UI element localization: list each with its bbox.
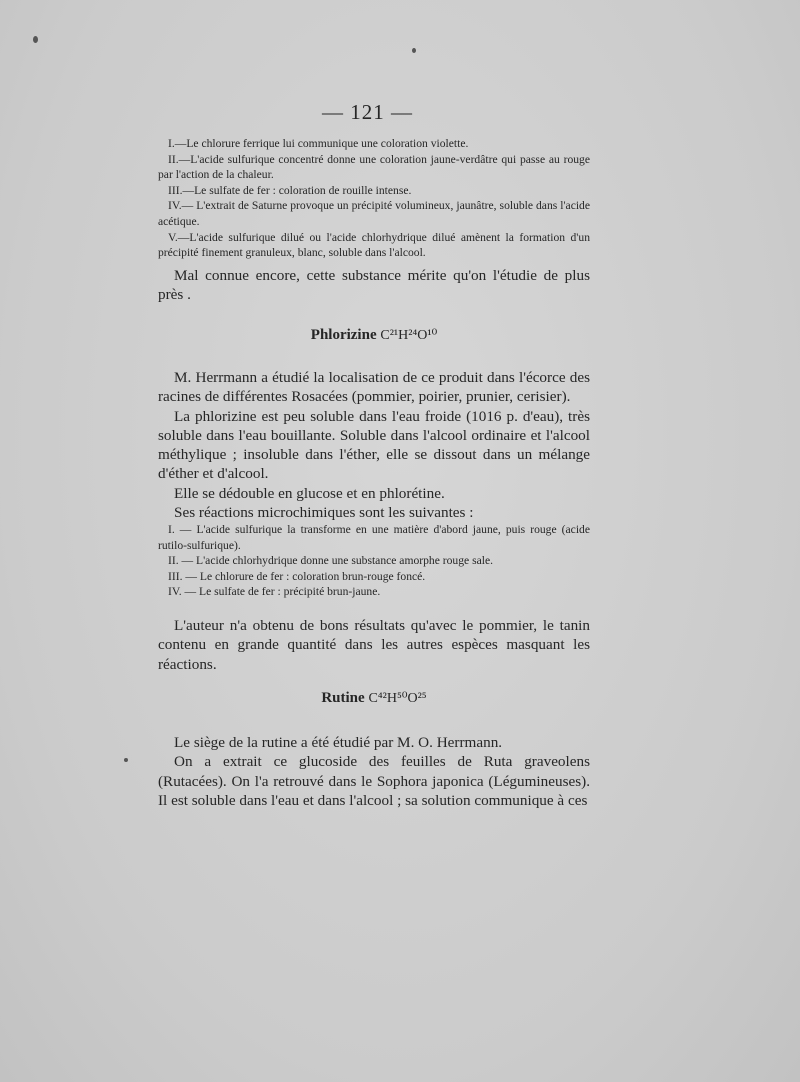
ink-speck xyxy=(33,36,38,43)
heading-title: Rutine xyxy=(321,690,365,706)
reaction-item: V.—L'acide sulfurique dilué ou l'acide chlorhydrique dilué amènent la formation d'un précipité finement granuleux, blanc, soluble dans l'alcool. xyxy=(158,230,590,260)
paragraph-text: La phlorizine est peu soluble dans l'eau froide (1016 p. d'eau), très soluble dans l'eau bouillante. Soluble dans l'alcool ordinaire et l'alcool méthylique ; insoluble dans l'éther, elle se dissout dans un mélange d'éther et d'alcool. xyxy=(158,407,590,483)
section-heading-phlorizine xyxy=(158,327,590,344)
reaction-list-2 xyxy=(158,522,590,600)
phlorizine-text xyxy=(158,368,590,522)
paragraph-text: Elle se dédouble en glucose et en phlorétine. xyxy=(174,484,445,502)
paragraph-text: L'auteur n'a obtenu de bons résultats qu'avec le pommier, le tanin contenu en grande quantité dans les autres espèces masquant les réactions. xyxy=(158,617,590,673)
reaction-list-1 xyxy=(158,136,590,261)
reaction-item: III.—Le sulfate de fer : coloration de rouille intense. xyxy=(168,183,412,197)
paragraph-text: Mal connue encore, cette substance mérite qu'on l'étudie de plus près . xyxy=(158,267,590,304)
reaction-item: II.—L'acide sulfurique concentré donne une coloration jaune-verdâtre qui passe au rouge par l'action de la chaleur. xyxy=(158,152,590,182)
chemical-formula: C⁴²H⁵⁰O²⁵ xyxy=(368,691,427,706)
paragraph xyxy=(158,266,590,305)
reaction-item: I.—Le chlorure ferrique lui communique une coloration violette. xyxy=(168,137,469,150)
page-number: — 121 — xyxy=(322,100,413,124)
heading-title: Phlorizine xyxy=(310,327,377,343)
paragraph-text: On a extrait ce glucoside des feuilles de Ruta graveolens (Rutacées). On l'a retrouvé dans le Sophora japonica (Légumineuses). Il est soluble dans l'eau et dans l'alcool ; sa solution communique à ces xyxy=(158,753,590,809)
reaction-item: I. — L'acide sulfurique la transforme en une matière d'abord jaune, puis rouge (acide rutilo-sulfurique). xyxy=(158,523,590,552)
reaction-item: IV.— L'extrait de Saturne provoque un précipité volumineux, jaunâtre, soluble dans l'acide acétique. xyxy=(158,199,590,228)
paragraph-text: M. Herrmann a étudié la localisation de ce produit dans l'écorce des racines de différentes Rosacées (pommier, poirier, prunier, cerisier). xyxy=(158,369,590,406)
reaction-item: IV. — Le sulfate de fer : précipité brun-jaune. xyxy=(168,585,381,599)
chemical-formula: C²¹H²⁴O¹⁰ xyxy=(380,328,438,343)
paragraph-text: Ses réactions microchimiques sont les suivantes : xyxy=(174,504,474,522)
rutine-text xyxy=(158,733,590,810)
reaction-item: III. — Le chlorure de fer : coloration brun-rouge foncé. xyxy=(168,569,426,583)
reaction-item: II. — L'acide chlorhydrique donne une substance amorphe rouge sale. xyxy=(168,554,493,568)
paragraph-text: Le siège de la rutine a été étudié par M. O. Herrmann. xyxy=(174,734,503,751)
ink-speck xyxy=(412,48,416,53)
ink-speck xyxy=(124,758,128,762)
section-heading-rutine xyxy=(158,690,590,707)
paragraph xyxy=(158,616,590,674)
